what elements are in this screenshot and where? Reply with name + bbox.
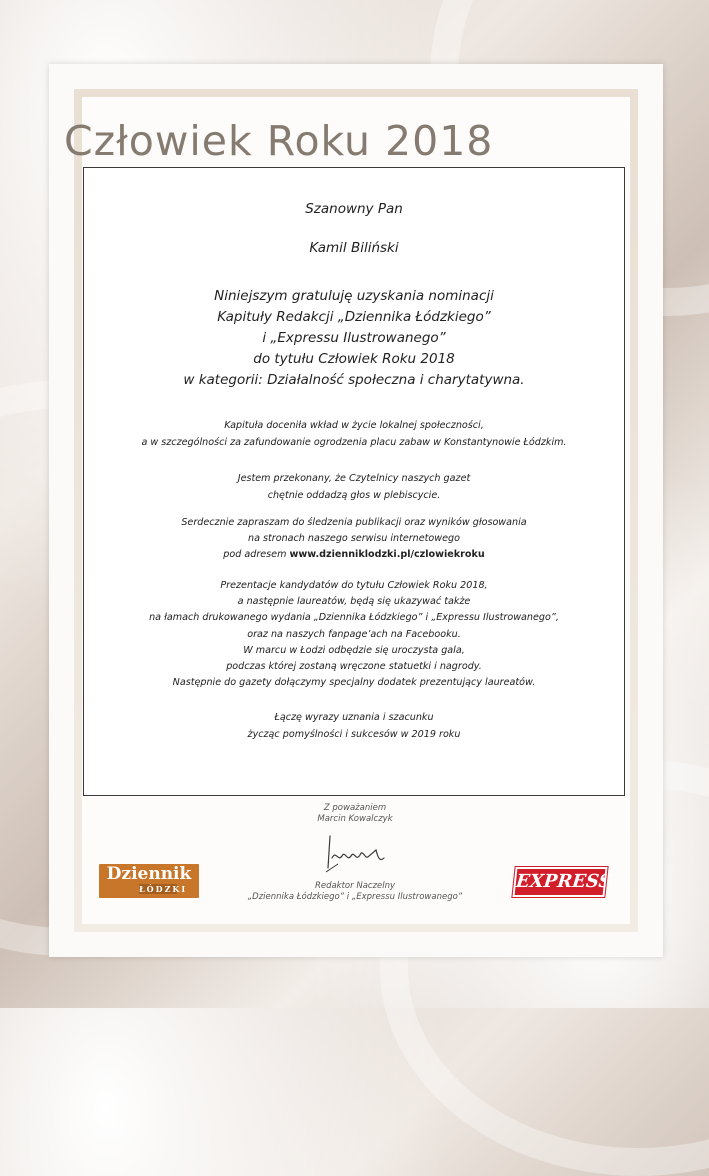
handwritten-signature (318, 828, 398, 878)
signature-role-block (225, 881, 485, 903)
paragraph-3 (84, 515, 624, 563)
paragraph-line: Kapituła doceniła wkład w życie lokalnej społeczności, (224, 420, 484, 431)
nomination-block (84, 286, 624, 391)
paragraph-line: Serdecznie zapraszam do śledzenia publikacji oraz wyników głosowania (181, 517, 527, 528)
dziennik-lodzki-logo (99, 864, 199, 898)
paragraph-4 (84, 578, 624, 691)
closing (84, 709, 624, 743)
nomination-line: Kapituły Redakcji „Dziennika Łódzkiego” (217, 309, 491, 325)
recipient-name: Kamil Biliński (309, 240, 399, 256)
address-url: www.dzienniklodzki.pl/czlowiekroku (289, 549, 485, 560)
paragraph-1 (84, 417, 624, 451)
paragraph-line: oraz na naszych fanpage’ach na Facebooku. (247, 628, 461, 640)
nomination-line: w kategorii: Działalność społeczna i charytatywna. (183, 372, 525, 388)
salutation: Szanowny Pan (305, 201, 403, 217)
paragraph-2 (84, 470, 624, 504)
paragraph-line: Następnie do gazety dołączymy specjalny dodatek prezentujący laureatów. (172, 677, 536, 689)
signer-role: Redaktor Naczelny (314, 881, 396, 891)
signer-name: Marcin Kowalczyk (317, 814, 393, 824)
paragraph-line: podczas której zostaną wręczone statuetki i nagrody. (226, 661, 482, 673)
paragraph-line: Prezentacje kandydatów do tytułu Człowiek Roku 2018, (220, 580, 488, 591)
paragraph-line: Jestem przekonany, że Czytelnicy naszych gazet (237, 473, 471, 484)
paragraph-line: chętnie oddadzą głos w plebiscycie. (267, 490, 441, 501)
closing-line: Łączę wyrazy uznania i szacunku (274, 712, 434, 723)
signer-publications: „Dziennika Łódzkiego” i „Expressu Ilustrowanego” (247, 892, 463, 902)
paragraph-line: a następnie laureatów, będą się ukazywać także (237, 596, 471, 608)
letter-box (83, 167, 625, 796)
paragraph-line: na stronach naszego serwisu internetowego (247, 533, 460, 544)
nomination-line: do tytułu Człowiek Roku 2018 (253, 351, 455, 367)
paragraph-line: a w szczególności za zafundowanie ogrodzenia placu zabaw w Konstantynowie Łódzkim. (141, 437, 567, 448)
express-ilustrowany-logo (514, 867, 613, 897)
dziennik-logo-subtext: ŁÓDZKI (139, 884, 188, 894)
paragraph-line: na łamach drukowanego wydania „Dziennika Łódzkiego” i „Expressu Ilustrowanego”, (149, 612, 559, 624)
signature-greeting-block (280, 803, 430, 825)
address-line (84, 547, 624, 563)
express-logo-text: EXPRESS (512, 867, 607, 897)
closing-line: życząc pomyślności i sukcesów w 2019 roku (247, 729, 461, 740)
dziennik-logo-text: Dziennik (106, 864, 192, 884)
address-prefix: pod adresem (223, 549, 287, 560)
paragraph-line: W marcu w Łodzi odbędzie się uroczysta gala, (243, 644, 465, 656)
certificate-title: Człowiek Roku 2018 (64, 117, 494, 165)
nomination-line: i „Expressu Ilustrowanego” (262, 330, 446, 346)
nomination-line: Niniejszym gratuluję uzyskania nominacji (214, 288, 494, 304)
signature-greeting: Z poważaniem (323, 803, 387, 813)
